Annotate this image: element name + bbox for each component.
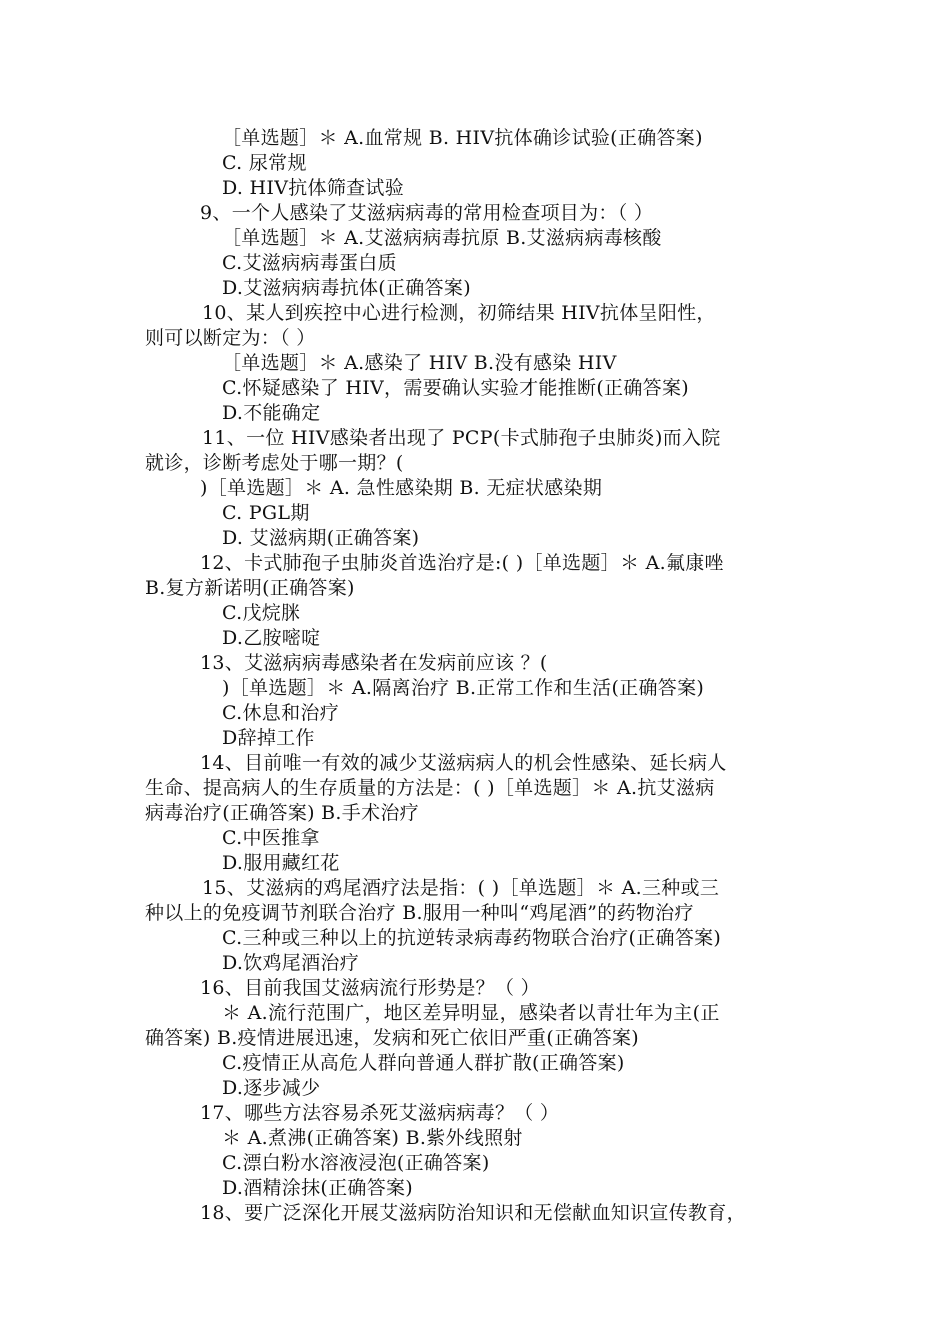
line-42: C.漂白粉水溶液浸泡(正确答案) [222,1152,490,1174]
line-37: 确答案) B.疫情进展迅速，发病和死亡依旧严重(正确答案) [145,1027,639,1049]
line-9: 则可以断定为：（ ） [145,327,316,349]
line-36: ＊ A.流行范围广，地区差异明显，感染者以青壮年为主(正 [222,1002,720,1024]
line-35: 16、目前我国艾滋病流行形势是？（ ） [200,977,540,999]
line-43: D.酒精涂抹(正确答案) [222,1177,414,1199]
line-12: D.不能确定 [222,402,321,424]
line-22: 13、艾滋病病毒感染者在发病前应该 ？( [200,652,548,674]
line-3: D. HIV抗体筛查试验 [222,177,405,199]
line-30: D.服用藏红花 [222,852,340,874]
line-4: 9、一个人感染了艾滋病病毒的常用检查项目为：（ ） [200,202,654,224]
line-39: D.逐步减少 [222,1077,321,1099]
line-2: C. 尿常规 [222,152,307,174]
line-27: 生命、提高病人的生存质量的方法是：( )［单选题］＊ A.抗艾滋病 [145,777,715,799]
line-26: 14、目前唯一有效的减少艾滋病病人的机会性感染、延长病人 [200,752,727,774]
line-10: ［单选题］＊ A.感染了 HIV B.没有感染 HIV [222,352,617,374]
line-18: 12、卡式肺孢子虫肺炎首选治疗是:( )［单选题］＊ A.氟康唑 [200,552,724,574]
line-21: D.乙胺嘧啶 [222,627,321,649]
line-41: ＊ A.煮沸(正确答案) B.紫外线照射 [222,1127,523,1149]
line-38: C.疫情正从高危人群向普通人群扩散(正确答案) [222,1052,625,1074]
line-1: ［单选题］＊ A.血常规 B. HIV抗体确诊试验(正确答案) [222,127,703,149]
line-6: C.艾滋病病毒蛋白质 [222,252,397,274]
line-33: C.三种或三种以上的抗逆转录病毒药物联合治疗(正确答案) [222,927,722,949]
line-15: )［单选题］＊ A. 急性感染期 B. 无症状感染期 [200,477,603,499]
line-8: 10、某人到疾控中心进行检测，初筛结果 HIV抗体呈阳性， [202,302,716,324]
line-14: 就诊，诊断考虑处于哪一期？( [145,452,404,474]
line-34: D.饮鸡尾酒治疗 [222,952,359,974]
line-13: 11、一位 HIV感染者出现了 PCP(卡式肺孢子虫肺炎)而入院 [202,427,721,449]
line-24: C.休息和治疗 [222,702,340,724]
line-19: B.复方新诺明(正确答案) [145,577,355,599]
line-31: 15、艾滋病的鸡尾酒疗法是指：( )［单选题］＊ A.三种或三 [202,877,720,899]
line-44: 18、要广泛深化开展艾滋病防治知识和无偿献血知识宣传教育， [200,1202,746,1224]
line-40: 17、哪些方法容易杀死艾滋病病毒？（ ） [200,1102,560,1124]
line-25: D辞掉工作 [222,727,315,749]
line-5: ［单选题］＊ A.艾滋病病毒抗原 B.艾滋病病毒核酸 [222,227,662,249]
line-16: C. PGL期 [222,502,310,524]
line-20: C.戊烷脒 [222,602,301,624]
line-11: C.怀疑感染了 HIV，需要确认实验才能推断(正确答案) [222,377,689,399]
line-7: D.艾滋病病毒抗体(正确答案) [222,277,471,299]
line-28: 病毒治疗(正确答案) B.手术治疗 [145,802,419,824]
line-29: C.中医推拿 [222,827,320,849]
line-17: D. 艾滋病期(正确答案) [222,527,420,549]
line-32: 种以上的免疫调节剂联合治疗 B.服用一种叫“鸡尾酒”的药物治疗 [145,902,694,924]
line-23: )［单选题］＊ A.隔离治疗 B.正常工作和生活(正确答案) [222,677,705,699]
